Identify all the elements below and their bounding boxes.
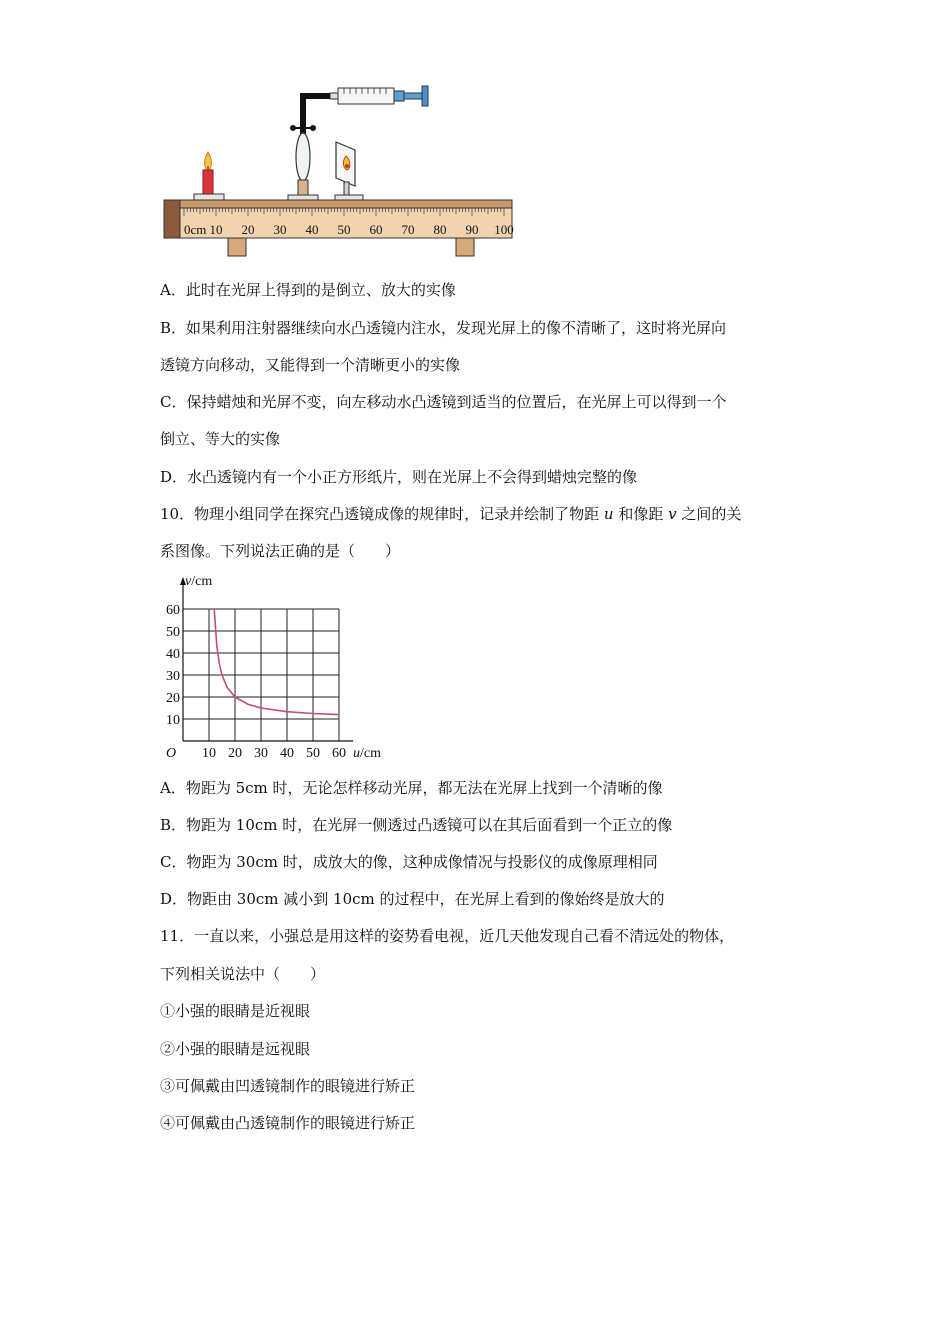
q9-option-a: A．此时在光屏上得到的是倒立、放大的实像 <box>160 281 456 299</box>
bench-leg <box>456 238 474 256</box>
ruler-label: 10 <box>209 222 223 237</box>
q9-option-d: D．水凸透镜内有一个小正方形纸片，则在光屏上不会得到蜡烛完整的像 <box>160 468 638 486</box>
q11-statement-4: ④可佩戴由凸透镜制作的眼镜进行矫正 <box>160 1114 416 1132</box>
ruler-label: 100 <box>494 222 514 237</box>
x-tick-label: 40 <box>280 746 294 761</box>
origin-label: O <box>165 746 177 761</box>
optical-bench-figure <box>160 82 520 262</box>
bench-top <box>164 200 512 208</box>
q10-option-a: A．物距为 5cm 时，无论怎样移动光屏，都无法在光屏上找到一个清晰的像 <box>160 779 663 797</box>
q9-option-c: C．保持蜡烛和光屏不变，向左移动水凸透镜到适当的位置后，在光屏上可以得到一个 <box>160 393 727 411</box>
q11-statement-3: ③可佩戴由凹透镜制作的眼镜进行矫正 <box>160 1077 416 1095</box>
ruler-unit-label: 0cm <box>184 222 207 237</box>
y-tick-label: 30 <box>166 669 180 684</box>
q10-option-b: B．物距为 10cm 时，在光屏一侧透过凸透镜可以在其后面看到一个正立的像 <box>160 816 673 834</box>
q10-stem-mid: 和像距 <box>618 505 664 523</box>
y-axis-label: v/cm <box>185 574 213 589</box>
y-tick-label: 10 <box>166 713 180 728</box>
ruler-label: 20 <box>241 222 255 237</box>
uv-chart <box>155 573 400 765</box>
q11-statement-1: ①小强的眼睛是近视眼 <box>160 1002 311 1020</box>
q10-stem-end: 之间的关 <box>681 505 742 523</box>
x-tick-label: 60 <box>332 746 346 761</box>
q11-stem-line1: 11．一直以来，小强总是用这样的姿势看电视，近几天他发现自己看不清远处的物体， <box>160 927 735 945</box>
q10-option-d: D．物距由 30cm 减小到 10cm 的过程中，在光屏上看到的像始终是放大的 <box>160 890 665 908</box>
lens-holder <box>298 180 308 196</box>
q10-stem-line1 <box>160 504 741 524</box>
x-tick-label: 20 <box>228 746 242 761</box>
q10-u-var: u <box>603 505 614 523</box>
ruler-label: 60 <box>369 222 383 237</box>
q11-statement-2: ②小强的眼睛是远视眼 <box>160 1040 311 1058</box>
q10-v-var: v <box>668 505 677 523</box>
syringe <box>330 86 428 106</box>
ruler-label: 80 <box>433 222 447 237</box>
candle <box>203 152 213 200</box>
y-tick-label: 50 <box>166 625 180 640</box>
ruler-label: 40 <box>305 222 319 237</box>
y-tick-label: 60 <box>166 603 180 618</box>
q11-stem-line2: 下列相关说法中（ ） <box>160 965 326 983</box>
x-tick-label: 10 <box>202 746 216 761</box>
ruler-label: 70 <box>401 222 415 237</box>
x-axis-label: u/cm <box>353 746 381 761</box>
y-tick-label: 40 <box>166 647 180 662</box>
q9-option-c-cont: 倒立、等大的实像 <box>160 430 281 448</box>
ruler-label: 50 <box>337 222 351 237</box>
q10-stem-start: 10．物理小组同学在探究凸透镜成像的规律时，记录并绘制了物距 <box>160 505 600 523</box>
water-convex-lens <box>296 133 310 181</box>
uv-curve <box>214 609 339 715</box>
ruler-label: 90 <box>465 222 479 237</box>
x-tick-label: 50 <box>306 746 320 761</box>
q9-option-b-cont: 透镜方向移动，又能得到一个清晰更小的实像 <box>160 356 461 374</box>
light-screen <box>336 142 355 198</box>
q10-stem-line2: 系图像。下列说法正确的是（ ） <box>160 542 401 560</box>
x-tick-label: 30 <box>254 746 268 761</box>
bench-leg <box>228 238 246 256</box>
ruler-label: 30 <box>273 222 287 237</box>
q9-option-b: B．如果利用注射器继续向水凸透镜内注水，发现光屏上的像不清晰了，这时将光屏向 <box>160 319 727 337</box>
q10-option-c: C．物距为 30cm 时，成放大的像，这种成像情况与投影仪的成像原理相同 <box>160 853 658 871</box>
y-tick-label: 20 <box>166 691 180 706</box>
